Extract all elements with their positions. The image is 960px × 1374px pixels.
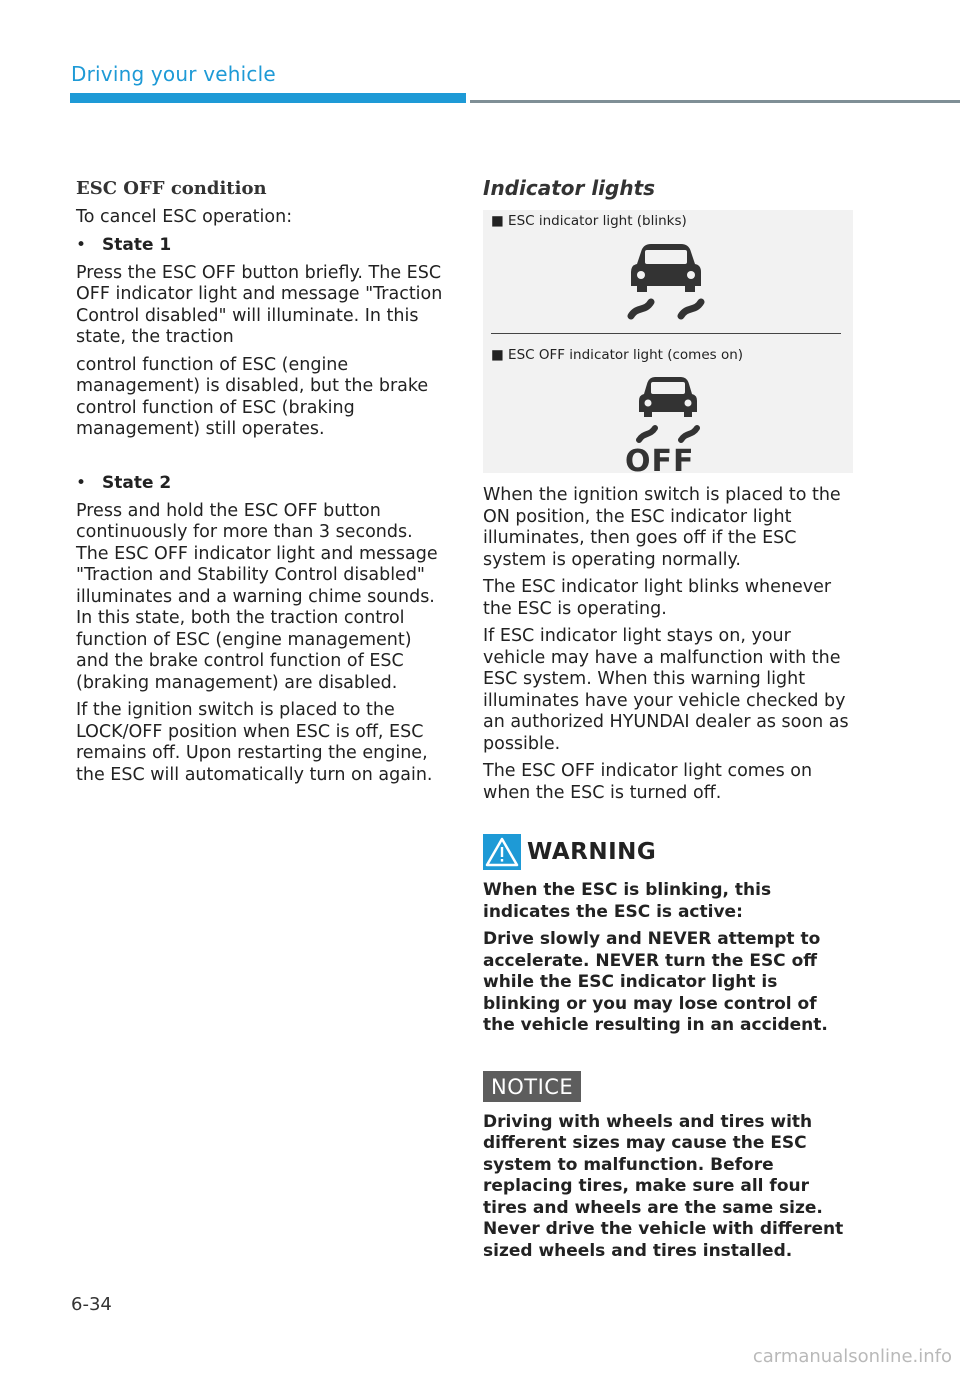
state2-paragraph-1: Press and hold the ESC OFF button continuously for more than 3 seconds. The ESC OFF indicator light and message "Traction and Stability Control disabled" illuminates and a warning chime sounds. In this state, both the traction control function of ESC (engine management) and the brake control function of ESC (braking management) are disabled. — [76, 500, 438, 693]
notice-paragraph: Driving with wheels and tires with different sizes may cause the ESC system to malfunction. Before replacing tires, make sure all four tires and wheels are the same size. Never drive the vehicle with different sized wheels and tires installed. — [483, 1111, 844, 1261]
esc-indicator-caption: ■ ESC indicator light (blinks) — [491, 213, 687, 229]
state2-label: State 2 — [102, 472, 172, 493]
state2-bullet — [76, 473, 450, 493]
bullet-symbol: • — [76, 472, 87, 493]
indicator-figure — [483, 210, 853, 479]
esc-off-indicator-icon — [625, 374, 703, 479]
header-bar-gray — [470, 100, 960, 103]
watermark-text: carmanualsonline.info — [752, 1346, 952, 1367]
bullet-symbol: • — [76, 234, 87, 255]
left-column — [76, 174, 450, 792]
warning-triangle-icon — [483, 834, 521, 870]
indicator-paragraph-2: The ESC indicator light blinks whenever the ESC is operating. — [483, 577, 832, 619]
esc-indicator-icon — [623, 240, 709, 324]
indicator-lights-heading: Indicator lights — [483, 176, 656, 200]
indicator-paragraph-1: When the ignition switch is placed to the ON position, the ESC indicator light illuminates, then goes off if the ESC system is operating normally. — [483, 485, 841, 570]
indicator-divider — [491, 333, 841, 334]
intro-text: To cancel ESC operation: — [76, 207, 293, 227]
warning-paragraph-2: Drive slowly and NEVER attempt to accelerate. NEVER turn the ESC off while the ESC indicator light is blinking or you may lose control of the vehicle resulting in an accident. — [483, 929, 828, 1035]
warning-header — [483, 834, 853, 870]
state1-paragraph-1: Press the ESC OFF button briefly. The ESC OFF indicator light and message "Traction Control disabled" will illuminate. In this state, the traction — [76, 262, 443, 347]
right-column — [483, 174, 853, 1268]
esc-off-indicator-caption: ■ ESC OFF indicator light (comes on) — [491, 347, 744, 363]
header-bar-blue — [70, 93, 466, 103]
state1-bullet — [76, 235, 450, 255]
warning-paragraph-1: When the ESC is blinking, this indicates the ESC is active: — [483, 880, 772, 922]
warning-body — [483, 880, 853, 1037]
page-number: 6-34 — [71, 1294, 112, 1315]
notice-body — [483, 1112, 853, 1263]
warning-label: WARNING — [527, 839, 657, 865]
page-header-title: Driving your vehicle — [71, 62, 276, 86]
indicator-paragraph-4: The ESC OFF indicator light comes on when the ESC is turned off. — [483, 761, 813, 803]
state1-label: State 1 — [102, 234, 172, 255]
off-label: OFF — [625, 444, 695, 479]
esc-off-condition-heading: ESC OFF condition — [76, 178, 267, 199]
state1-paragraph-2: control function of ESC (engine management) is disabled, but the brake control function of ESC (braking management) still operates. — [76, 354, 429, 439]
notice-label: NOTICE — [483, 1071, 581, 1102]
state2-paragraph-2: If the ignition switch is placed to the LOCK/OFF position when ESC is off, ESC remains off. Upon restarting the engine, the ESC will automatically turn on again. — [76, 700, 433, 785]
indicator-paragraph-3: If ESC indicator light stays on, your vehicle may have a malfunction with the ESC system. When this warning light illuminates have your vehicle checked by an authorized HYUNDAI dealer as soon as possible. — [483, 626, 849, 754]
